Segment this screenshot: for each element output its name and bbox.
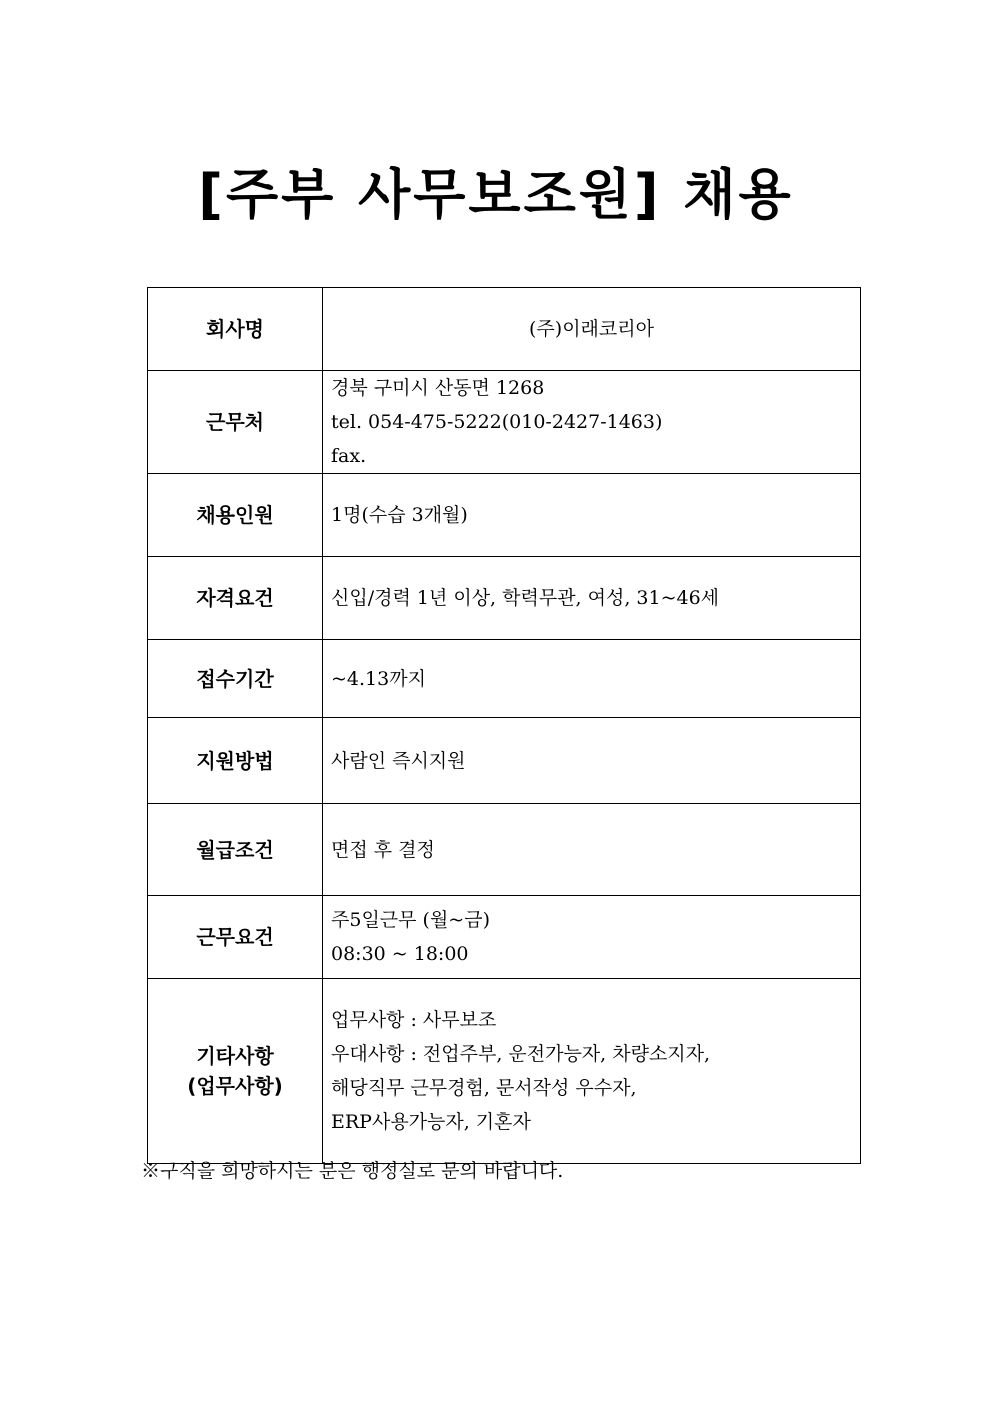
table-row-application-method [148,718,861,804]
table-row-salary [148,804,861,896]
preferences-text-3: ERP사용가능자, 기혼자 [331,1111,531,1133]
company-name: (주)이래코리아 [529,318,654,340]
value-salary [323,804,861,896]
table-row-other [148,979,861,1164]
label-other [148,979,323,1164]
label-application-period: 접수기간 [148,640,323,718]
value-other [323,979,861,1164]
label-company: 회사명 [148,288,323,371]
job-info-table [147,287,861,1164]
page-title: [주부 사무보조원] 채용 [198,163,794,226]
work-hours-text: 08:30 ~ 18:00 [331,943,469,965]
footer-note: ※구직을 희망하시는 분은 행정실로 문의 바랍니다. [141,1160,564,1182]
headcount-text: 1명(수습 3개월) [331,504,468,526]
preferences-text: 우대사항 : 전업주부, 운전가능자, 차량소지자, [331,1043,711,1065]
label-work-conditions: 근무요건 [148,896,323,979]
value-headcount [323,474,861,557]
work-days-text: 주5일근무 (월~금) [331,909,490,931]
workplace-fax: fax. [331,445,367,467]
table-row-qualifications [148,557,861,640]
table-row-company [148,288,861,371]
table-row-workplace [148,371,861,474]
label-salary: 월급조건 [148,804,323,896]
label-workplace: 근무처 [148,371,323,474]
value-company [323,288,861,371]
label-other-sub: (업무사항) [187,1074,283,1098]
value-workplace [323,371,861,474]
label-qualifications: 자격요건 [148,557,323,640]
value-qualifications [323,557,861,640]
value-application-period [323,640,861,718]
label-application-method: 지원방법 [148,718,323,804]
application-period-text: ~4.13까지 [331,667,426,690]
workplace-address: 경북 구미시 산동면 1268 [331,377,545,399]
table-row-work-conditions [148,896,861,979]
value-application-method [323,718,861,804]
label-headcount: 채용인원 [148,474,323,557]
application-method-text: 사람인 즉시지원 [331,749,466,772]
label-other-main: 기타사항 [196,1044,274,1068]
value-work-conditions [323,896,861,979]
table-row-application-period [148,640,861,718]
salary-text: 면접 후 결정 [331,838,435,861]
qualifications-text: 신입/경력 1년 이상, 학력무관, 여성, 31~46세 [331,587,720,609]
preferences-text-2: 해당직무 근무경험, 문서작성 우수자, [331,1077,637,1099]
duties-text: 업무사항 : 사무보조 [331,1009,497,1031]
table-row-headcount [148,474,861,557]
workplace-tel: tel. 054-475-5222(010-2427-1463) [331,411,663,433]
